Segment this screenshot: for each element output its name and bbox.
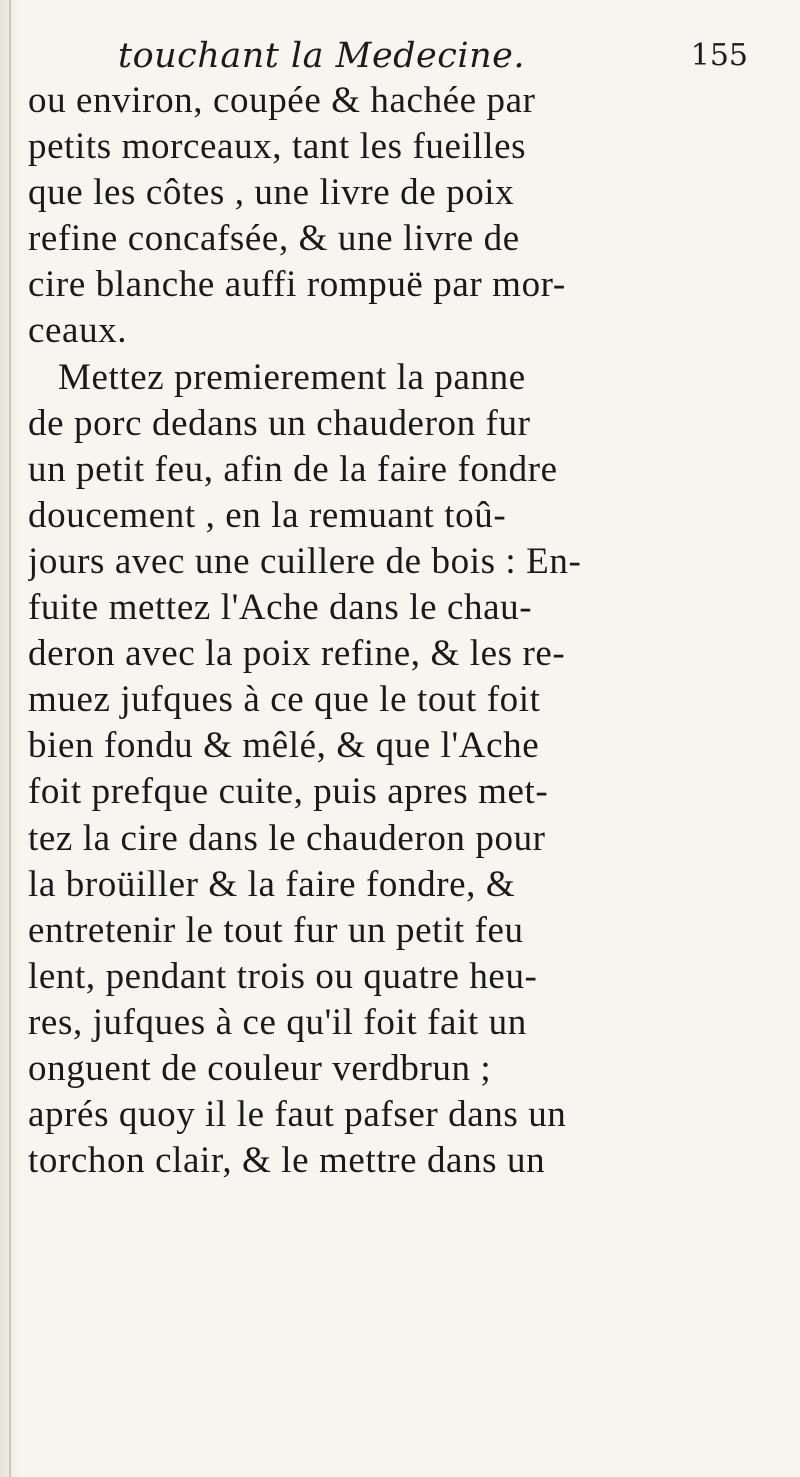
body-text <box>28 78 788 1184</box>
text-line: foit prefque cuite, puis apres met- <box>28 771 549 813</box>
running-title: touchant la Medecine. <box>118 36 525 76</box>
paragraph-start-line: Mettez premierement la panne <box>58 356 526 398</box>
text-line: entretenir le tout fur un petit feu <box>28 909 524 951</box>
text-line: un petit feu, afin de la faire fondre <box>28 448 558 490</box>
text-line: ceaux. <box>28 310 128 352</box>
page-number: 155 <box>690 38 748 73</box>
text-line: fuite mettez l'Ache dans le chau- <box>28 587 533 629</box>
text-line: doucement , en la remuant toû- <box>28 494 507 536</box>
text-line: de porc dedans un chauderon fur <box>28 402 531 444</box>
text-line: onguent de couleur verdbrun ; <box>28 1047 492 1089</box>
text-line: torchon clair, & le mettre dans un <box>28 1140 546 1182</box>
text-line: lent, pendant trois ou quatre heu- <box>28 955 538 997</box>
text-line: bien fondu & mêlé, & que l'Ache <box>28 725 540 767</box>
text-line: ou environ, coupée & hachée par <box>28 80 536 121</box>
text-line: cire blanche auffi rompuë par mor- <box>28 264 566 306</box>
text-line: muez jufques à ce que le tout foit <box>28 679 541 721</box>
text-line: aprés quoy il le faut pafser dans un <box>28 1094 567 1136</box>
text-line: la broüiller & la faire fondre, & <box>28 863 516 905</box>
binding-gutter <box>0 0 22 1477</box>
text-line: res, jufques à ce qu'il foit fait un <box>28 1001 527 1043</box>
text-line: que les côtes , une livre de poix <box>28 172 515 214</box>
binding-edge-line <box>9 0 11 1477</box>
text-line: refine concafsée, & une livre de <box>28 218 520 260</box>
text-line: tez la cire dans le chauderon pour <box>28 817 546 859</box>
text-line: jours avec une cuillere de bois : En- <box>28 540 582 582</box>
page-header <box>118 36 758 82</box>
text-line: deron avec la poix refine, & les re- <box>28 633 566 675</box>
text-line: petits morceaux, tant les fueilles <box>28 126 527 168</box>
